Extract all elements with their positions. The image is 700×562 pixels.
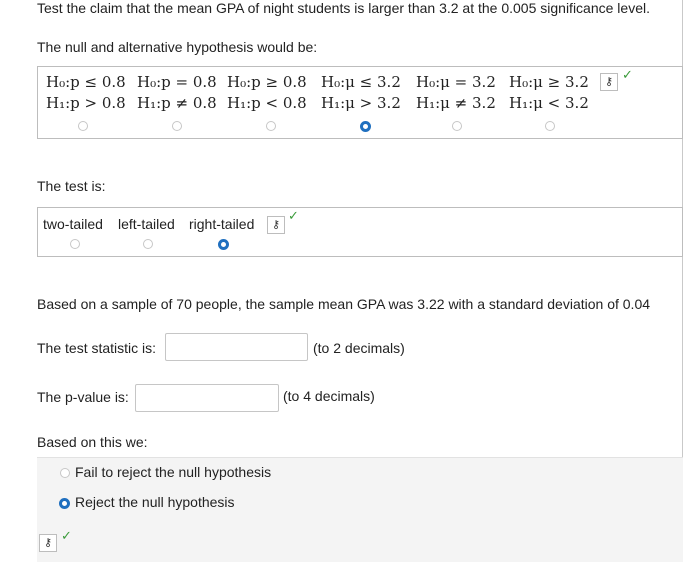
test-statistic-label: The test statistic is: — [37, 340, 157, 356]
h0-text: H₀:p ≥ 0.8 — [227, 73, 307, 91]
radio-button-selected[interactable] — [218, 239, 229, 250]
check-icon: ✓ — [288, 208, 299, 223]
radio-button[interactable] — [143, 239, 153, 249]
question-text: Test the claim that the mean GPA of night students is larger than 3.2 at the 0.005 significance level. — [37, 0, 650, 16]
test-statistic-hint: (to 2 decimals) — [313, 340, 405, 356]
hypothesis-label: The null and alternative hypothesis would be: — [37, 39, 318, 55]
option-reject[interactable]: Reject the null hypothesis — [75, 494, 235, 510]
option-two-tailed[interactable]: two-tailed — [43, 216, 103, 232]
radio-button[interactable] — [452, 121, 462, 131]
key-icon[interactable]: ⚷ — [39, 534, 57, 552]
p-value-label: The p-value is: — [37, 389, 129, 405]
h0-text: H₀:μ ≤ 3.2 — [321, 73, 401, 91]
radio-button[interactable] — [172, 121, 182, 131]
h0-text: H₀:p = 0.8 — [137, 73, 217, 91]
conclusion-label: Based on this we: — [37, 434, 148, 450]
sample-description: Based on a sample of 70 people, the sample mean GPA was 3.22 with a standard deviation of 0.04 — [37, 296, 651, 312]
radio-button[interactable] — [78, 121, 88, 131]
test-type-label: The test is: — [37, 178, 106, 194]
radio-button[interactable] — [266, 121, 276, 131]
option-left-tailed[interactable]: left-tailed — [118, 216, 175, 232]
test-type-options-box — [37, 207, 683, 257]
option-right-tailed[interactable]: right-tailed — [189, 216, 255, 232]
test-statistic-input[interactable] — [165, 333, 308, 361]
radio-button-selected[interactable] — [360, 121, 371, 132]
h1-text: H₁:μ < 3.2 — [509, 94, 589, 112]
h1-text: H₁:μ ≠ 3.2 — [416, 94, 496, 112]
radio-button-selected[interactable] — [59, 498, 70, 509]
h0-text: H₀:μ = 3.2 — [416, 73, 496, 91]
h0-text: H₀:μ ≥ 3.2 — [509, 73, 589, 91]
radio-button[interactable] — [70, 239, 80, 249]
hypothesis-options-box — [37, 66, 683, 139]
radio-button[interactable] — [60, 468, 70, 478]
conclusion-options-box — [37, 457, 683, 562]
key-icon[interactable]: ⚷ — [267, 216, 285, 234]
h0-text: H₀:p ≤ 0.8 — [46, 73, 126, 91]
h1-text: H₁:p ≠ 0.8 — [137, 94, 217, 112]
h1-text: H₁:p > 0.8 — [46, 94, 126, 112]
radio-button[interactable] — [545, 121, 555, 131]
h1-text: H₁:p < 0.8 — [227, 94, 307, 112]
option-fail-to-reject[interactable]: Fail to reject the null hypothesis — [75, 464, 272, 480]
check-icon: ✓ — [622, 67, 633, 82]
key-icon[interactable]: ⚷ — [600, 73, 618, 91]
h1-text: H₁:μ > 3.2 — [321, 94, 401, 112]
p-value-hint: (to 4 decimals) — [283, 388, 375, 404]
check-icon: ✓ — [61, 528, 72, 543]
p-value-input[interactable] — [135, 384, 279, 412]
